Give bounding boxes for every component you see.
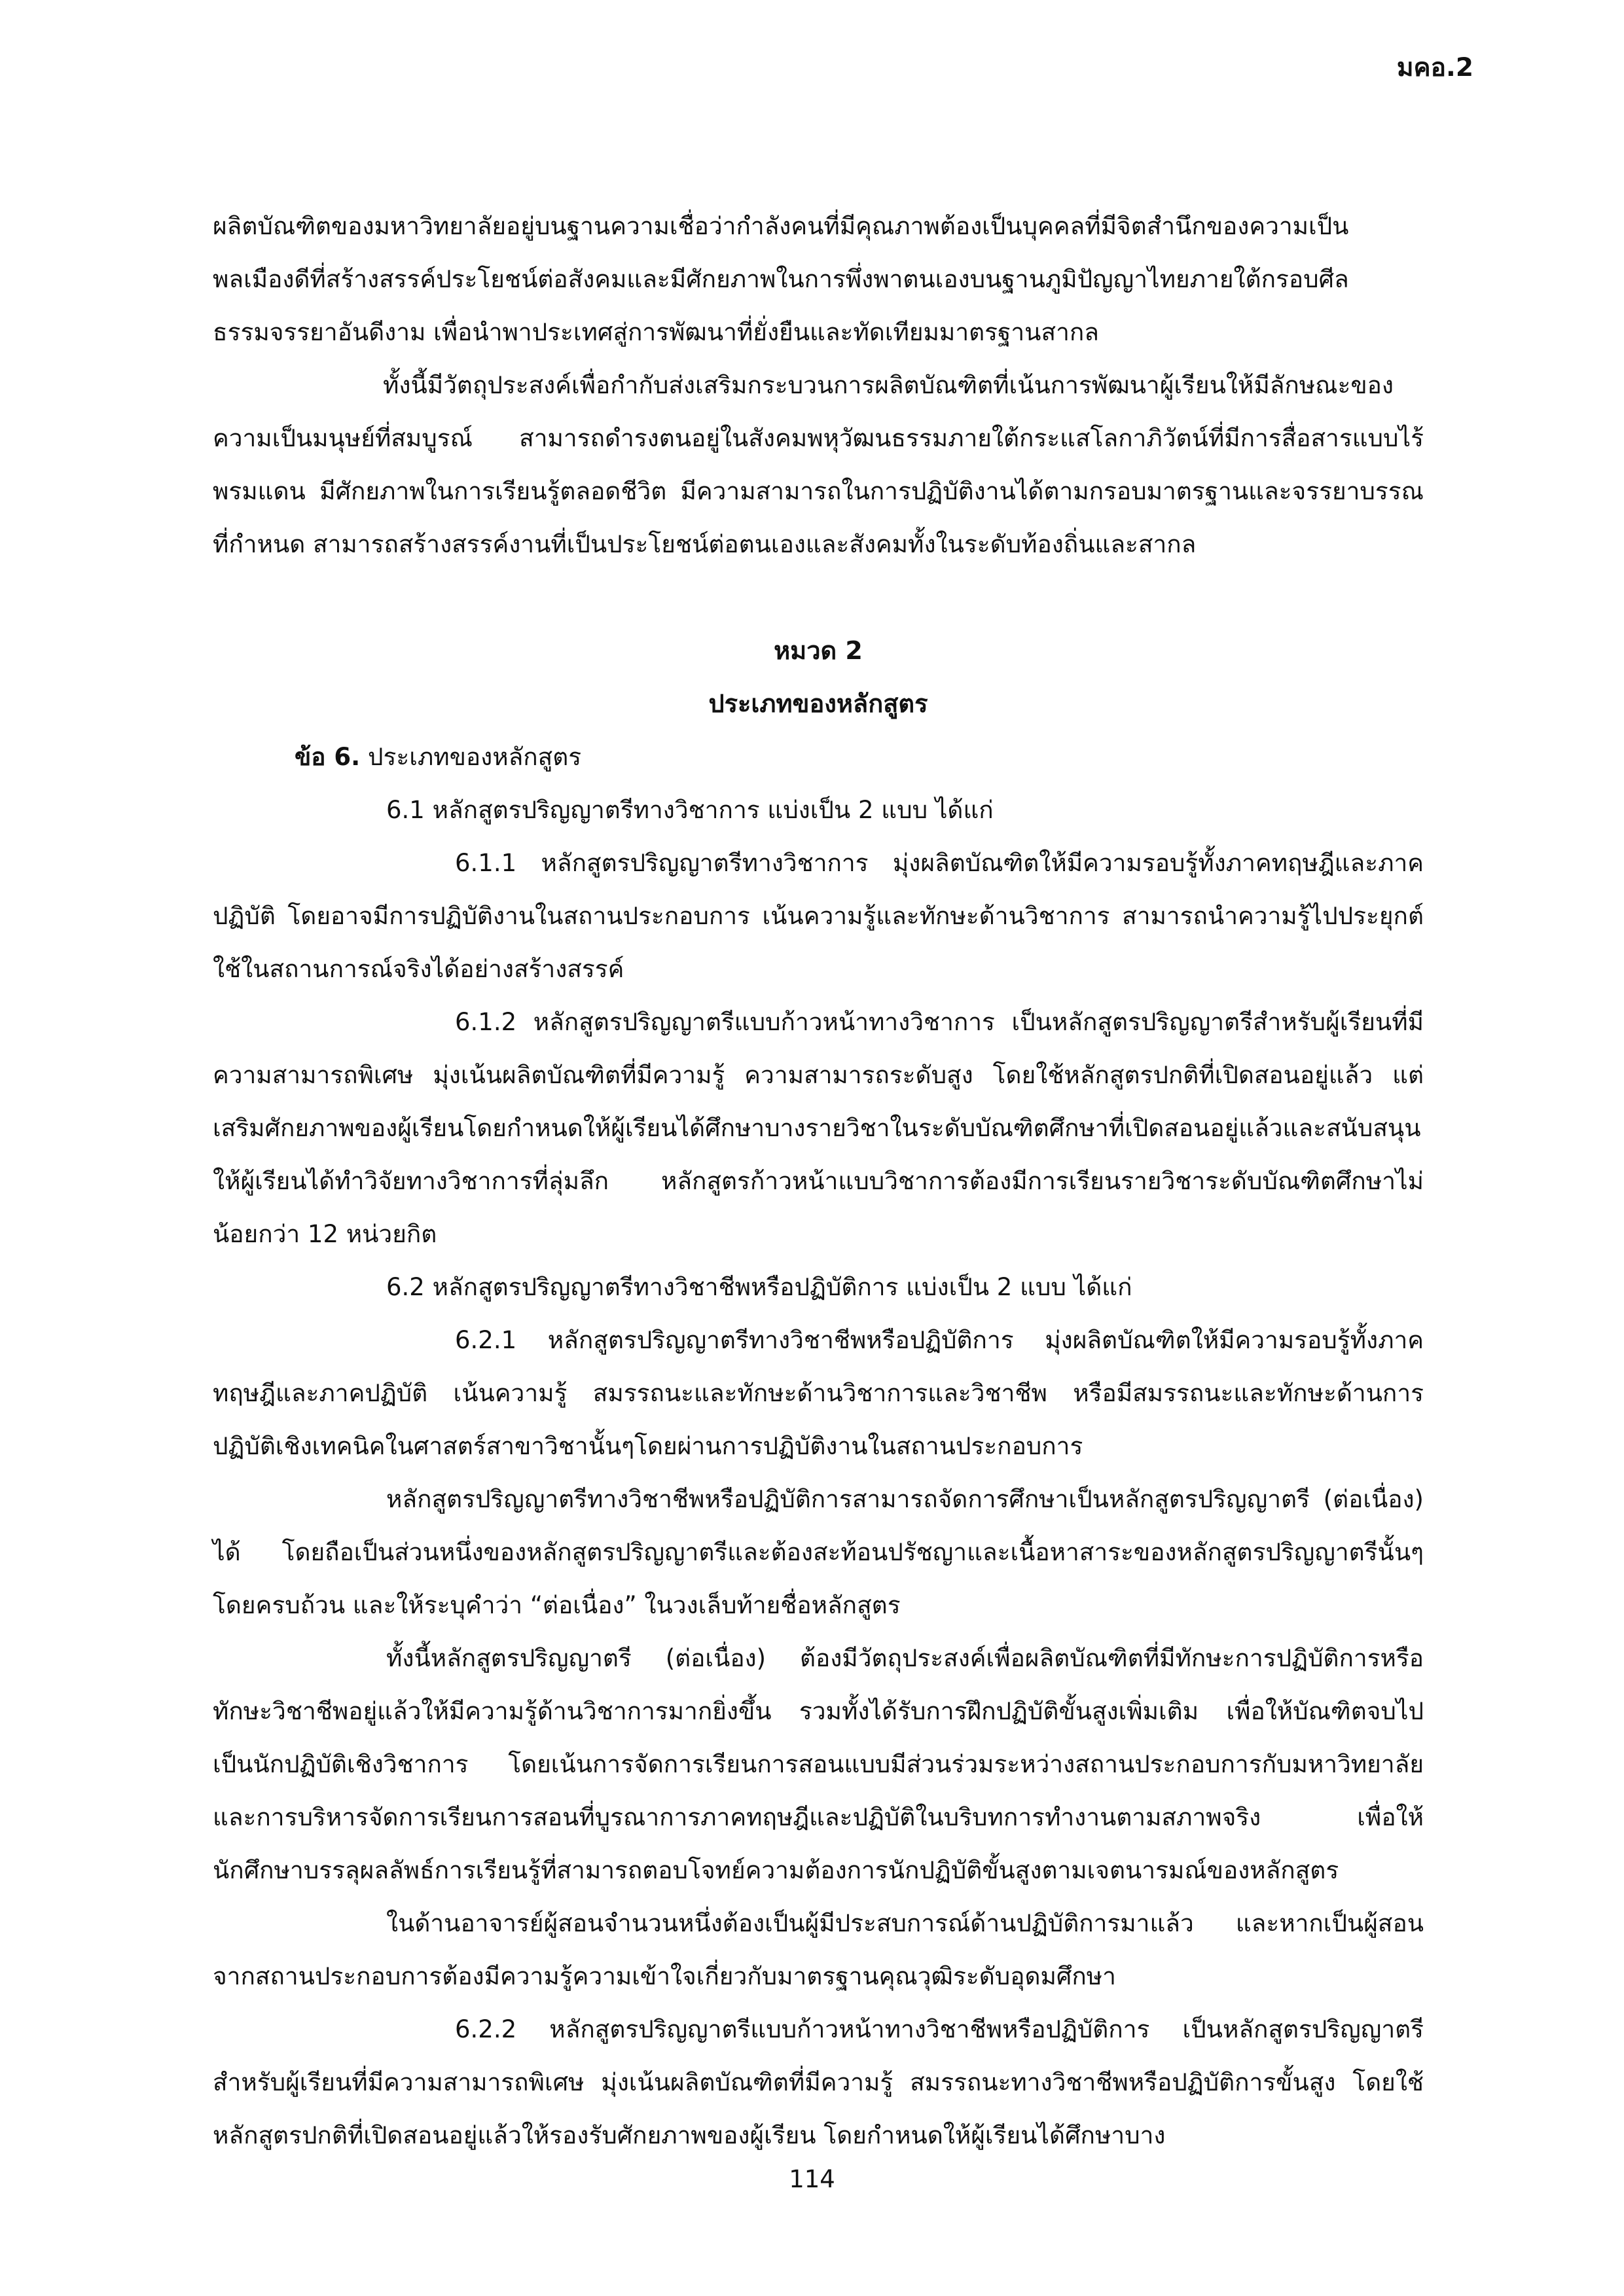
paragraph: หลักสูตรปริญญาตรีทางวิชาชีพหรือปฏิบัติการสามารถจัดการศึกษาเป็นหลักสูตรปริญญาตรี (ต่อเนื่อง) ได้ โดยถือเป็นส่วนหนึ่งของหลักสูตรปริญญาตรีและต้องสะท้อนปรัชญาและเนื้อหาสาระของหลักสูตรปริญญาตรีนั้นๆโดยครบถ้วน และให้ระบุคำว่า “ต่อเนื่อง” ในวงเล็บท้ายชื่อหลักสูตร	[213, 1485, 1424, 1619]
document-code: มคอ.2	[1396, 53, 1473, 82]
paragraph: 6.2.2 หลักสูตรปริญญาตรีแบบก้าวหน้าทางวิชาชีพหรือปฏิบัติการ เป็นหลักสูตรปริญญาตรีสำหรับผู้เรียนที่มีความสามารถพิเศษ มุ่งเน้นผลิตบัณฑิตที่มีความรู้ สมรรถนะทางวิชาชีพหรือปฏิบัติการขั้นสูง โดยใช้หลักสูตรปกติที่เปิดสอนอยู่แล้วให้รองรับศักยภาพของผู้เรียน โดยกำหนดให้ผู้เรียนได้ศึกษาบาง	[213, 2015, 1424, 2149]
paragraph: ทั้งนี้มีวัตถุประสงค์เพื่อกำกับส่งเสริมกระบวนการผลิตบัณฑิตที่เน้นการพัฒนาผู้เรียนให้มีลักษณะของความเป็นมนุษย์ที่สมบูรณ์ สามารถดำรงตนอยู่ในสังคมพหุวัฒนธรรมภายใต้กระแสโลกาภิวัตน์ที่มีการสื่อสารแบบไร้พรมแดน มีศักยภาพในการเรียนรู้ตลอดชีวิต มีความสามารถในการปฏิบัติงานได้ตามกรอบมาตรฐานและจรรยาบรรณที่กำหนด สามารถสร้างสรรค์งานที่เป็นประโยชน์ต่อตนเองและสังคมทั้งในระดับท้องถิ่นและสากล	[213, 371, 1424, 558]
section-heading: 6.2 หลักสูตรปริญญาตรีทางวิชาชีพหรือปฏิบัติการ แบ่งเป็น 2 แบบ ได้แก่	[386, 1273, 1132, 1301]
paragraph: ทั้งนี้หลักสูตรปริญญาตรี (ต่อเนื่อง) ต้องมีวัตถุประสงค์เพื่อผลิตบัณฑิตที่มีทักษะการปฏิบัติการหรือทักษะวิชาชีพอยู่แล้วให้มีความรู้ด้านวิชาการมากยิ่งขึ้น รวมทั้งได้รับการฝึกปฏิบัติขั้นสูงเพิ่มเติม เพื่อให้บัณฑิตจบไปเป็นนักปฏิบัติเชิงวิชาการ โดยเน้นการจัดการเรียนการสอนแบบมีส่วนร่วมระหว่างสถานประกอบการกับมหาวิทยาลัย และการบริหารจัดการเรียนการสอนที่บูรณาการภาคทฤษฎีและปฏิบัติในบริบทการทำงานตามสภาพจริง เพื่อให้นักศึกษาบรรลุผลลัพธ์การเรียนรู้ที่สามารถตอบโจทย์ความต้องการนักปฏิบัติขั้นสูงตามเจตนารมณ์ของหลักสูตร	[213, 1644, 1424, 1884]
clause-label: ข้อ 6.	[295, 743, 361, 771]
paragraph: 6.2.1 หลักสูตรปริญญาตรีทางวิชาชีพหรือปฏิบัติการ มุ่งผลิตบัณฑิตให้มีความรอบรู้ทั้งภาคทฤษฎีและภาคปฏิบัติ เน้นความรู้ สมรรถนะและทักษะด้านวิชาการและวิชาชีพ หรือมีสมรรถนะและทักษะด้านการปฏิบัติเชิงเทคนิคในศาสตร์สาขาวิชานั้นๆโดยผ่านการปฏิบัติงานในสถานประกอบการ	[213, 1326, 1424, 1460]
spacer	[213, 571, 1424, 624]
paragraph: 6.1.1 หลักสูตรปริญญาตรีทางวิชาการ มุ่งผลิตบัณฑิตให้มีความรอบรู้ทั้งภาคทฤษฎีและภาคปฏิบัติ โดยอาจมีการปฏิบัติงานในสถานประกอบการ เน้นความรู้และทักษะด้านวิชาการ สามารถนำความรู้ไปประยุกต์ใช้ในสถานการณ์จริงได้อย่างสร้างสรรค์	[213, 849, 1424, 983]
clause-text: ประเภทของหลักสูตร	[360, 743, 582, 771]
page-number: 114	[789, 2165, 835, 2193]
paragraph: 6.1.2 หลักสูตรปริญญาตรีแบบก้าวหน้าทางวิชาการ เป็นหลักสูตรปริญญาตรีสำหรับผู้เรียนที่มีความสามารถพิเศษ มุ่งเน้นผลิตบัณฑิตที่มีความรู้ ความสามารถระดับสูง โดยใช้หลักสูตรปกติที่เปิดสอนอยู่แล้ว แต่เสริมศักยภาพของผู้เรียนโดยกำหนดให้ผู้เรียนได้ศึกษาบางรายวิชาในระดับบัณฑิตศึกษาที่เปิดสอนอยู่แล้วและสนับสนุนให้ผู้เรียนได้ทำวิจัยทางวิชาการที่ลุ่มลึก หลักสูตรก้าวหน้าแบบวิชาการต้องมีการเรียนรายวิชาระดับบัณฑิตศึกษาไม่น้อยกว่า 12 หน่วยกิต	[213, 1008, 1424, 1248]
clause-heading	[213, 730, 1424, 783]
chapter-subtitle: ประเภทของหลักสูตร	[708, 689, 928, 718]
chapter-title: หมวด 2	[774, 636, 863, 665]
page-body	[213, 200, 1424, 2162]
paragraph: ในด้านอาจารย์ผู้สอนจำนวนหนึ่งต้องเป็นผู้มีประสบการณ์ด้านปฏิบัติการมาแล้ว และหากเป็นผู้สอนจากสถานประกอบการต้องมีความรู้ความเข้าใจเกี่ยวกับมาตรฐานคุณวุฒิระดับอุดมศึกษา	[213, 1909, 1424, 1990]
section-heading: 6.1 หลักสูตรปริญญาตรีทางวิชาการ แบ่งเป็น 2 แบบ ได้แก่	[386, 796, 994, 824]
paragraph: ผลิตบัณฑิตของมหาวิทยาลัยอยู่บนฐานความเชื่อว่ากำลังคนที่มีคุณภาพต้องเป็นบุคคลที่มีจิตสำนึกของความเป็นพลเมืองดีที่สร้างสรรค์ประโยชน์ต่อสังคมและมีศักยภาพในการพึ่งพาตนเองบนฐานภูมิปัญญาไทยภายใต้กรอบศีลธรรมจรรยาอันดีงาม เพื่อนำพาประเทศสู่การพัฒนาที่ยั่งยืนและทัดเทียมมาตรฐานสากล	[213, 212, 1349, 346]
